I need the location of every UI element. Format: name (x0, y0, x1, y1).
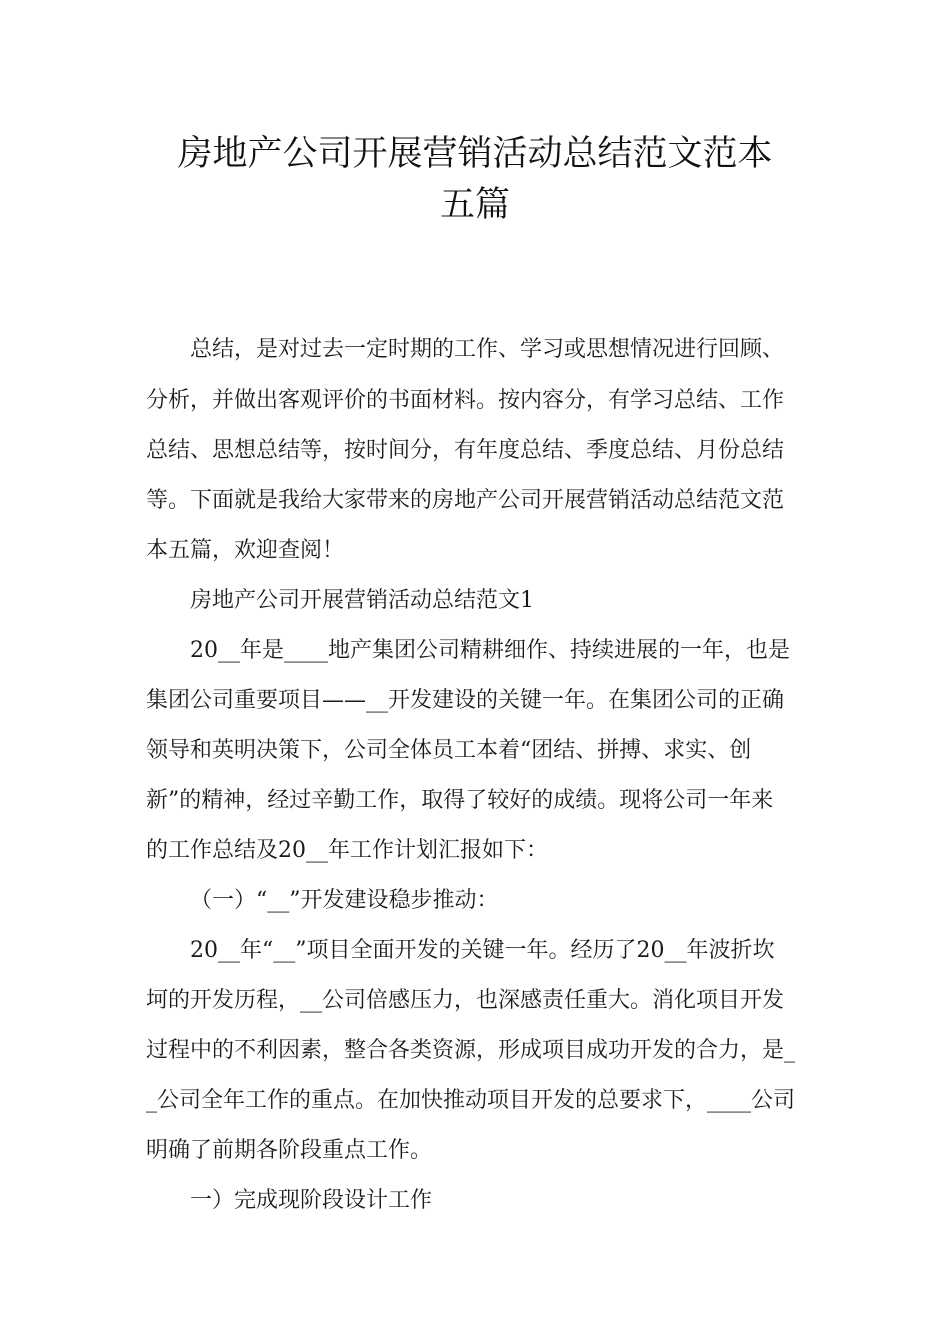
intro-paragraph-line: 总结、思想总结等，按时间分，有年度总结、季度总结、月份总结 (146, 438, 785, 463)
body-paragraph-line: 新”的精神，经过辛勤工作，取得了较好的成绩。现将公司一年来 (146, 788, 774, 813)
body-paragraph-line: 明确了前期各阶段重点工作。 (146, 1138, 433, 1163)
subsection-heading: （一）“__”开发建设稳步推动： (190, 888, 499, 913)
body-paragraph-line: 的工作总结及20__年工作计划汇报如下： (146, 838, 548, 863)
body-paragraph-line: 20__年“__”项目全面开发的关键一年。经历了20__年波折坎 (190, 938, 775, 963)
document-title-line-2: 五篇 (439, 185, 510, 225)
intro-paragraph-line: 分析，并做出客观评价的书面材料。按内容分，有学习总结、工作 (146, 388, 785, 413)
body-paragraph-line: 过程中的不利因素，整合各类资源，形成项目成功开发的合力，是_ (146, 1038, 796, 1063)
body-paragraph-line: 领导和英明决策下，公司全体员工本着“团结、拼搏、求实、创 (146, 738, 752, 763)
body-paragraph-line: 集团公司重要项目——__开发建设的关键一年。在集团公司的正确 (146, 688, 785, 713)
body-paragraph-line: 20__年是____地产集团公司精耕细作、持续进展的一年，也是 (190, 638, 790, 663)
intro-paragraph-line: 本五篇，欢迎查阅！ (146, 538, 345, 563)
document-title-line-1: 房地产公司开展营销活动总结范文范本 (177, 134, 773, 174)
body-paragraph-line: 坷的开发历程，__公司倍感压力，也深感责任重大。消化项目开发 (146, 988, 785, 1013)
body-paragraph-line: _公司全年工作的重点。在加快推动项目开发的总要求下，____公司 (146, 1088, 796, 1113)
subsection-heading: 一）完成现阶段设计工作 (190, 1188, 433, 1213)
section-heading: 房地产公司开展营销活动总结范文1 (190, 588, 534, 613)
intro-paragraph-line: 总结，是对过去一定时期的工作、学习或思想情况进行回顾、 (190, 337, 785, 362)
intro-paragraph-line: 等。下面就是我给大家带来的房地产公司开展营销活动总结范文范 (146, 488, 785, 513)
